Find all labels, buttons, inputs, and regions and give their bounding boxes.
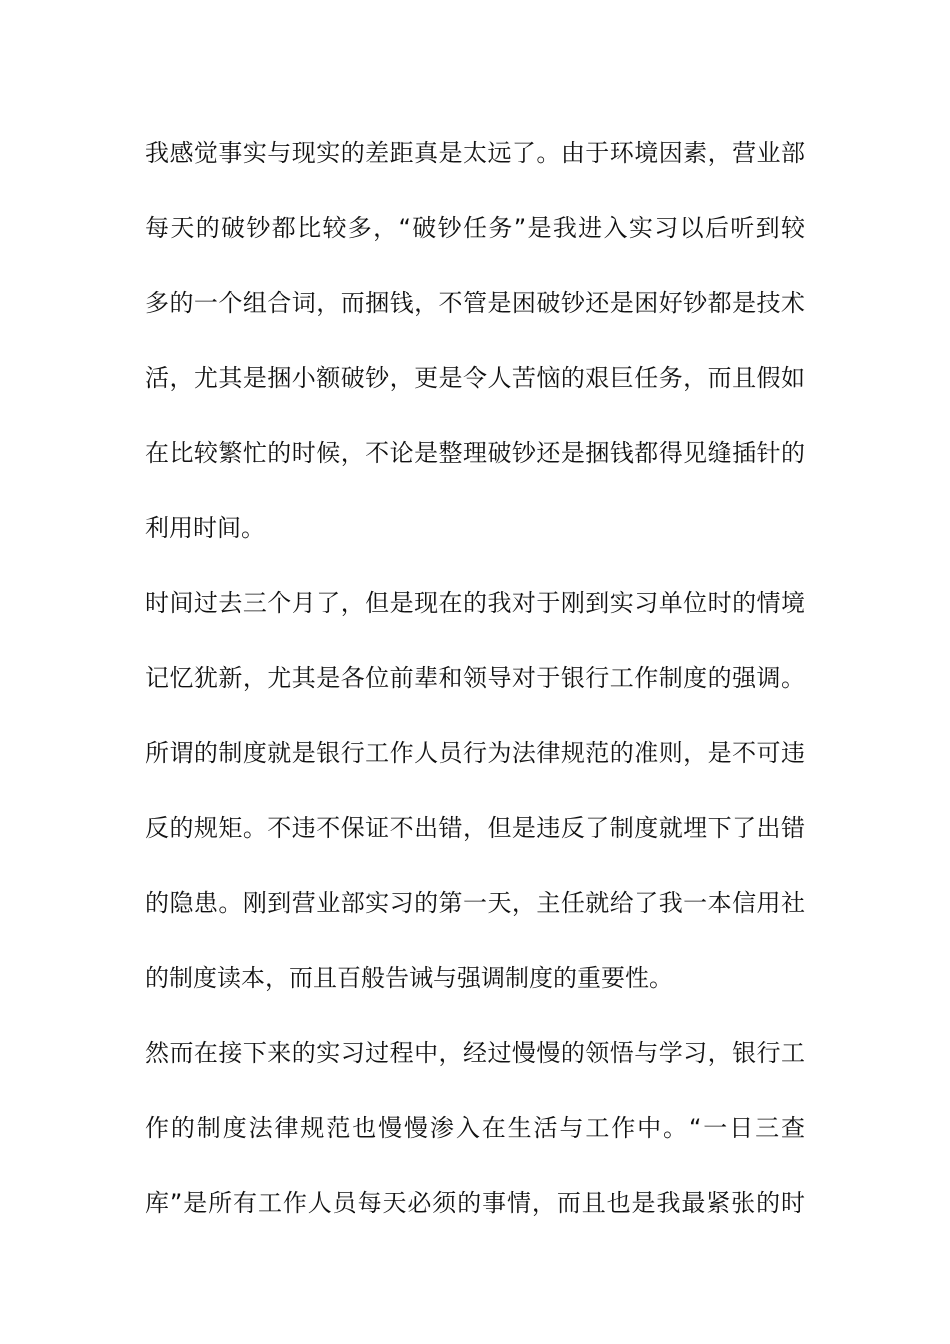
text-line-5: 在比较繁忙的时候，不论是整理破钞还是捆钱都得见缝插针的 [145,439,805,467]
text-line-15: 库”是所有工作人员每天必须的事情，而且也是我最紧张的时 [145,1189,805,1217]
text-line-3: 多的一个组合词，而捆钱，不管是困破钞还是困好钞都是技术 [145,289,805,317]
text-line-12: 的制度读本，而且百般告诫与强调制度的重要性。 [145,964,673,992]
text-line-11: 的隐患。刚到营业部实习的第一天，主任就给了我一本信用社 [145,889,805,917]
text-line-6: 利用时间。 [145,514,265,542]
text-line-1: 我感觉事实与现实的差距真是太远了。由于环境因素，营业部 [145,139,805,167]
text-line-8: 记忆犹新，尤其是各位前辈和领导对于银行工作制度的强调。 [145,664,805,692]
text-line-7: 时间过去三个月了，但是现在的我对于刚到实习单位时的情境 [145,589,805,617]
text-line-2: 每天的破钞都比较多，“破钞任务”是我进入实习以后听到较 [145,214,805,242]
text-line-13: 然而在接下来的实习过程中，经过慢慢的领悟与学习，银行工 [145,1039,805,1067]
text-line-14: 作的制度法律规范也慢慢渗入在生活与工作中。“一日三查 [145,1114,805,1142]
text-line-9: 所谓的制度就是银行工作人员行为法律规范的准则，是不可违 [145,739,805,767]
text-line-10: 反的规矩。不违不保证不出错，但是违反了制度就埋下了出错 [145,814,805,842]
text-line-4: 活，尤其是捆小额破钞，更是令人苦恼的艰巨任务，而且假如 [145,364,805,392]
